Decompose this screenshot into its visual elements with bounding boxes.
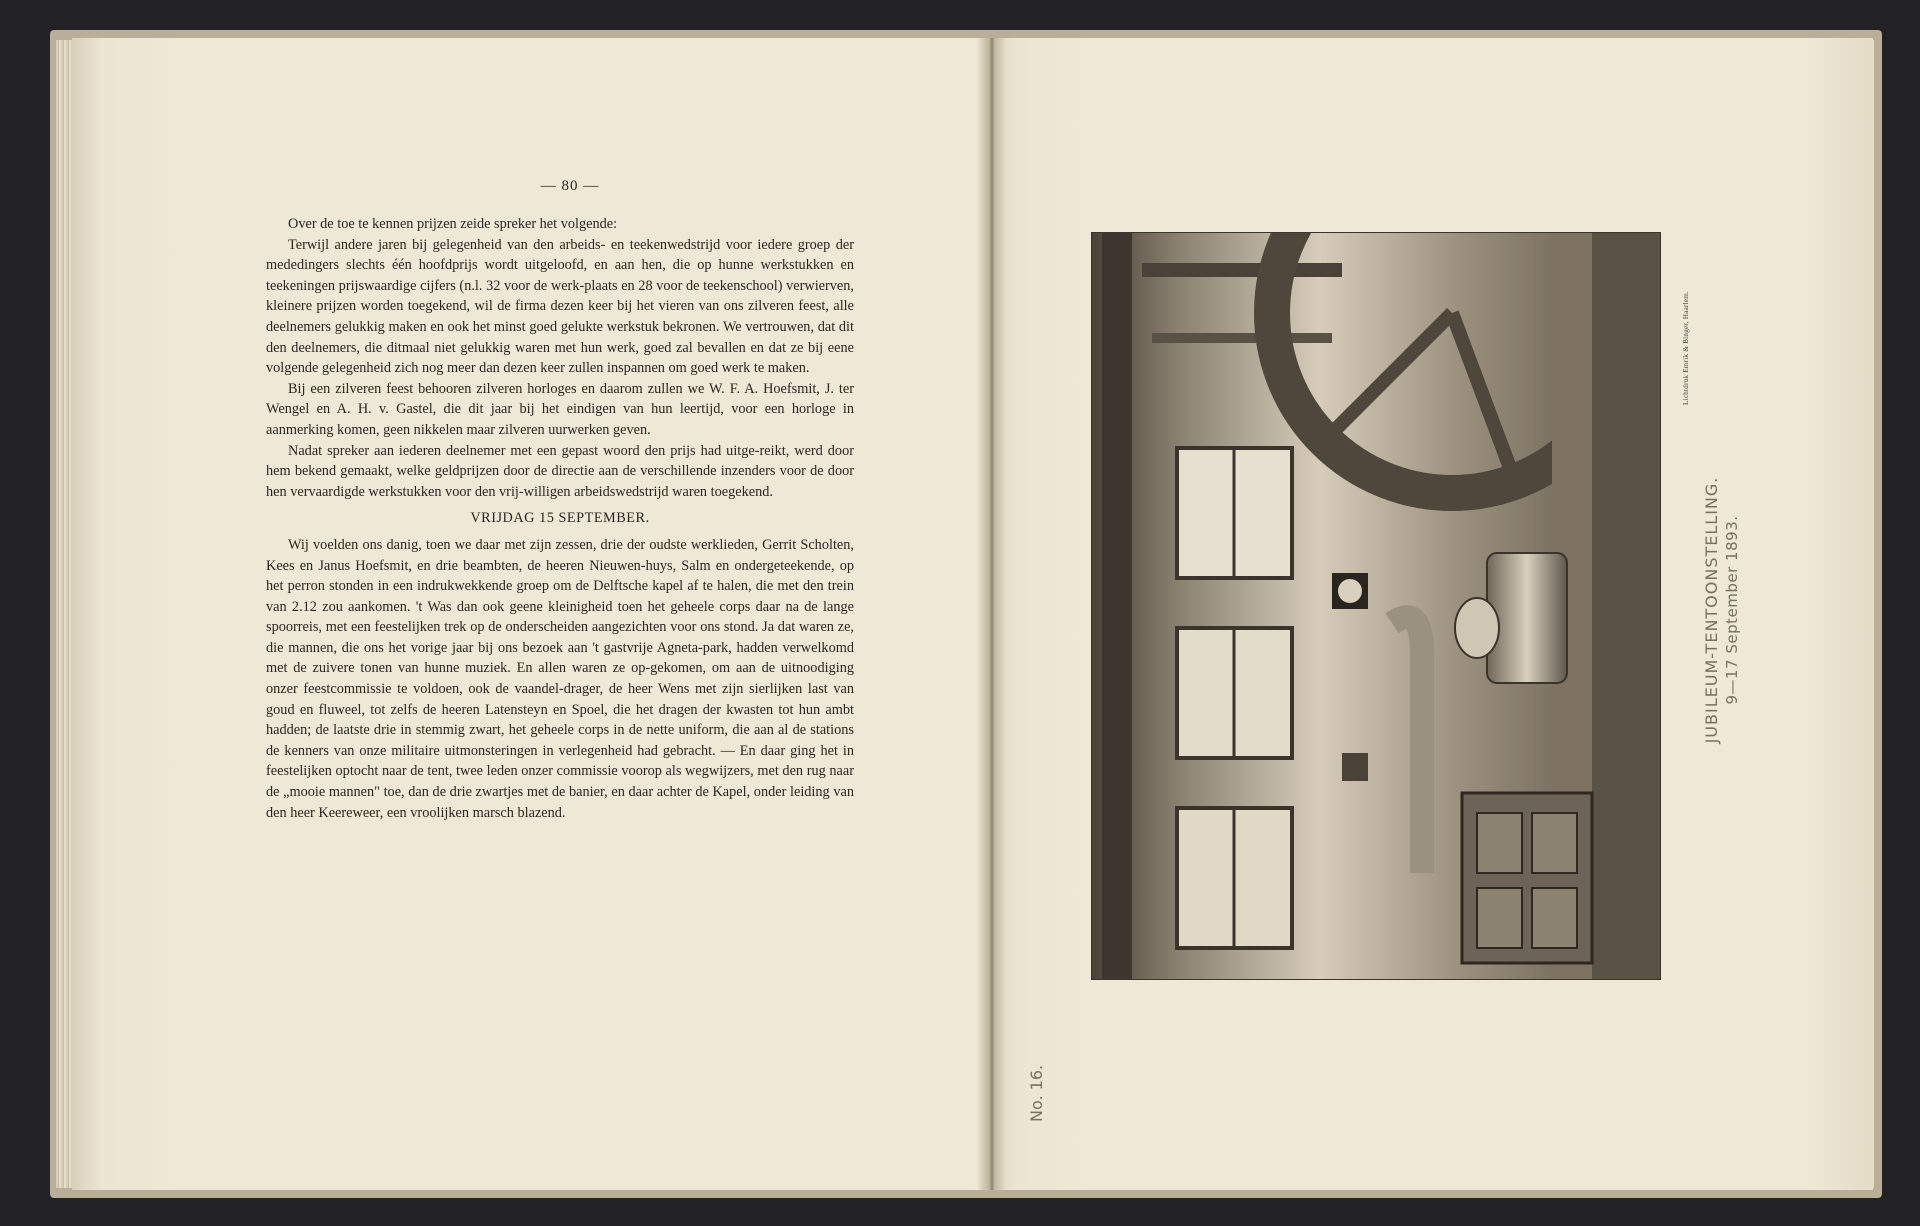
plate-caption [1702, 460, 1741, 760]
book-gutter [978, 38, 1006, 1190]
body-text [266, 214, 854, 823]
printer-note: Lichtdruk Emrik & Binger, Haarlem. [1682, 290, 1690, 405]
caption-date: 9—17 September 1893. [1723, 515, 1741, 705]
steam-engine-image [1092, 233, 1660, 979]
page-number: — 80 — [540, 178, 600, 194]
paragraph: Bij een zilveren feest behooren zilveren horloges en daarom zullen we W. F. A. Hoefsmit, J. ter Wengel en A. H. v. Gastel, die dit jaar bij het eindigen van hun leertijd, voor een horloge in aanmerking komen, geen nikkelen maar zilveren uurwerken geven. [266, 380, 854, 438]
paragraph: Wij voelden ons danig, toen we daar met zijn zessen, drie der oudste werklieden, Gerrit Scholten, Kees en Janus Hoefsmit, en drie beambten, de heeren Nieuwen-huys, Salm en ondergeteekende, op het perron stonden in een indrukwekkende groep om de Delftsche kapel af te halen, die met den trein van 2.12 zou aankomen. 't Was dan ook geene kleinigheid toen het geheele corps daar na de lange spoorreis, met een feestelijken trek op de onderscheiden aangezichten voor ons stond. Ja dat waren ze, die mannen, die ons het vorige jaar bij ons bezoek aan 't gastvrije Agneta-park, hadden verwelkomd met de zuivere tonen van hunne muziek. En allen waren ze op-gekomen, om aan de uitnoodiging onzer feestcommissie te voldoen, ook de vaandel-drager, de heer Wens met zijn sierlijken last van goud en fluweel, tot zelfs de heeren Latensteyn en Spoel, die het dragen der kwasten tot hun ambt hadden; de laatste drie in stemmig zwart, het geheele corps in de nette uniform, die aan al de stations de kenners van onze militaire uitmonsteringen in verlegenheid had gebracht. — En daar ging het in feestelijken optocht naar de tent, twee leden onzer commissie voorop als wegwijzers, met den rug naar de „mooie mannen" toe, dan de drie zwartjes met de banier, en daar achter de Kapel, onder leiding van den heer Keereweer, een vroolijken marsch blazend. [266, 536, 854, 821]
paragraph: Over de toe te kennen prijzen zeide spreker het volgende: [288, 216, 618, 232]
plate-number: No. 16. [1027, 1064, 1046, 1122]
paragraph: Terwijl andere jaren bij gelegenheid van den arbeids- en teekenwedstrijd voor iedere groep der mededingers slechts één hoofdprijs wordt uitgeloofd, en aan hen, die op hunne werkstukken en teekeningen prijswaardige cijfers (n.l. 32 voor de werk-plaats en 28 voor de teekenschool) verwierven, kleinere prijzen worden toegekend, wil de firma dezen keer bij het vieren van ons zilveren feest, alle deelnemers gelukkig maken en ook het minst goed gelukte werkstuk bekronen. We vertrouwen, dat dit den deelnemers, die ditmaal niet gelukkig waren met hun werk, goed zal bevallen en dat ze bij eene volgende gelegenheid zich nog meer dan dezen keer zullen inspannen om goed werk te maken. [266, 236, 854, 377]
section-heading: VRIJDAG 15 SEPTEMBER. [470, 510, 650, 527]
engine-room-photograph [1091, 232, 1661, 980]
caption-title: JUBILEUM-TENTOONSTELLING. [1702, 476, 1721, 744]
paragraph: Nadat spreker aan iederen deelnemer met een gepast woord den prijs had uitge-reikt, werd door hem bekend gemaakt, welke geldprijzen door de directie aan de verschillende inzenders voor de door hen vervaardigde werkstukken voor den vrij-willigen arbeidswedstrijd waren toegekend. [266, 442, 854, 500]
